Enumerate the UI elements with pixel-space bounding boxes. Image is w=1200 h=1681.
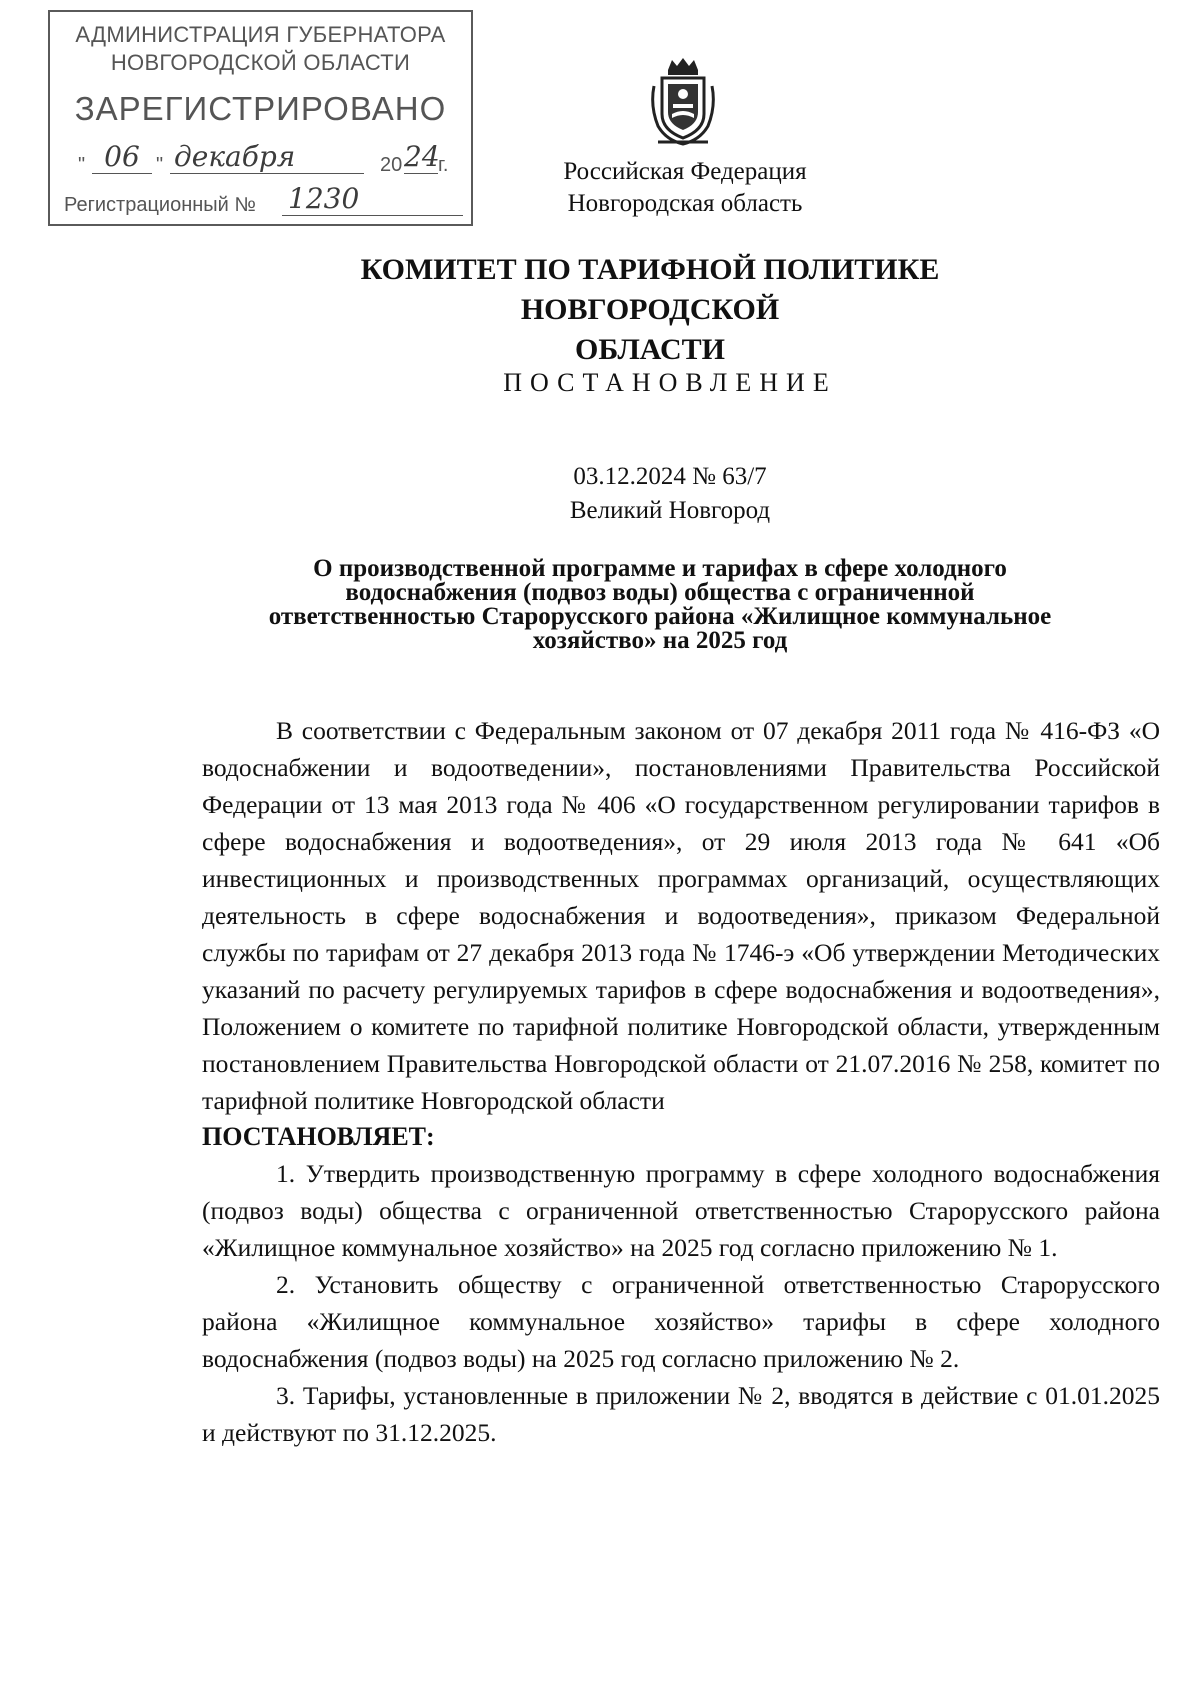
subject-line3: ответственностью Старорусского района «Жилищное коммунальное (268, 603, 1052, 630)
committee-title (250, 250, 1050, 370)
committee-title-line1: КОМИТЕТ ПО ТАРИФНОЙ ПОЛИТИКЕ НОВГОРОДСКОЙ (360, 253, 940, 326)
stamp-regno-row (64, 182, 464, 218)
subject-line1: О производственной программе и тарифах в сфере холодного (313, 555, 1007, 582)
stamp-open-quote: " (78, 154, 86, 176)
subject-line2: водоснабжения (подвоз воды) общества с ограниченной (345, 579, 975, 606)
country-name: Российская Федерация (563, 158, 807, 185)
date-number-block (520, 460, 820, 528)
stamp-regno-value: 1230 (282, 182, 463, 216)
stamp-organization-line1: АДМИНИСТРАЦИЯ ГУБЕРНАТОРА (75, 22, 446, 47)
stamp-day: 06 (92, 140, 152, 174)
document-city: Великий Новгород (569, 497, 771, 524)
item-3-paragraph: 3. Тарифы, установленные в приложении № 2, вводятся в действие с 01.01.2025 и действуют по 31.12.2025. (202, 1381, 1160, 1447)
document-date-number: 03.12.2024 № 63/7 (573, 463, 767, 490)
item-1-paragraph: 1. Утвердить производственную программу в сфере холодного водоснабжения (подвоз воды) общества с ограниченной ответственностью Старорусского района «Жилищное коммунальное хозяйство» на 2025 год согласно приложению № 1. (202, 1159, 1160, 1262)
stamp-organization-line2: НОВГОРОДСКОЙ ОБЛАСТИ (110, 50, 411, 75)
stamp-regno-label: Регистрационный № (64, 194, 256, 216)
stamp-year: 24 (404, 140, 440, 173)
stamp-year-suffix: г. (438, 154, 449, 176)
item-2-paragraph: 2. Установить обществу с ограниченной ответственностью Старорусского района «Жилищное коммунальное хозяйство» тарифы в сфере холодного водоснабжения (подвоз воды) на 2025 год согласно приложению № 2. (202, 1270, 1160, 1373)
preamble-paragraph: В соответствии с Федеральным законом от 07 декабря 2011 года № 416-ФЗ «О водоснабжении и водоотведении», постановлениями Правительства Российской Федерации от 13 мая 2013 года № 406 «О государственном регулировании тарифов в сфере водоснабжения и водоотведения», от 29 июля 2013 года № 641 «Об инвестиционных и производственных программах организаций, осуществляющих деятельность в сфере водоснабжения и водоотведения», приказом Федеральной службы по тарифам от 27 декабря 2013 года № 1746-э «Об утверждении Методических указаний по расчету регулируемых тарифов в сфере водоснабжения и водоотведения», Положением о комитете по тарифной политике Новгородской области, утвержденным постановлением Правительства Новгородской области от 21.07.2016 № 258, комитет по тарифной политике Новгородской области (202, 716, 1160, 1115)
document-subject (220, 557, 1100, 653)
stamp-registered-label: ЗАРЕГИСТРИРОВАНО (74, 90, 447, 127)
region-name: Новгородская область (567, 190, 803, 217)
stamp-date-row (78, 140, 458, 180)
committee-title-line2: ОБЛАСТИ (575, 333, 725, 366)
decree-heading: ПОСТАНОВЛЯЕТ: (202, 1122, 435, 1151)
document-type: ПОСТАНОВЛЕНИЕ (503, 368, 837, 397)
registration-stamp (48, 10, 473, 226)
stamp-close-quote: " (156, 154, 164, 176)
stamp-century: 20 (380, 154, 403, 176)
subject-line4: хозяйство» на 2025 год (532, 627, 788, 654)
stamp-month: декабря (170, 140, 364, 174)
document-body (202, 712, 1160, 1451)
coat-of-arms-icon (648, 56, 718, 148)
country-region-block (540, 156, 830, 220)
